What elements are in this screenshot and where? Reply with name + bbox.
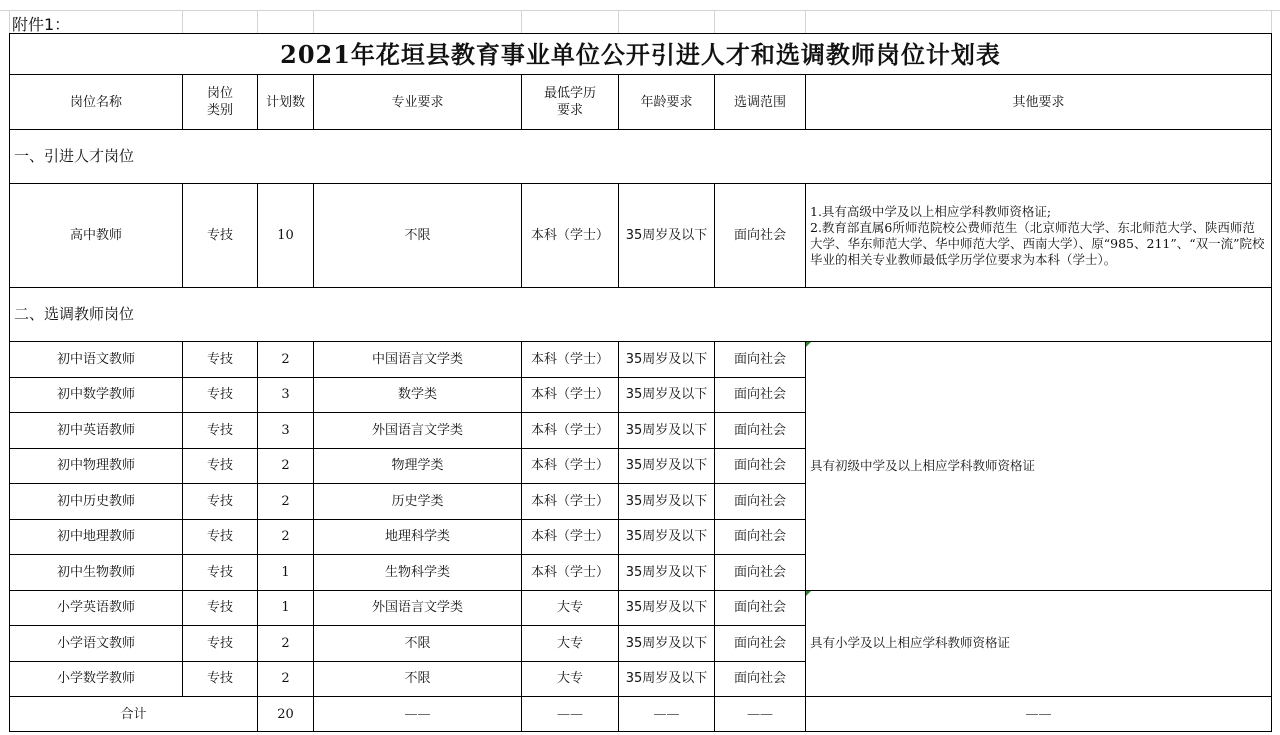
cell-post-type: 专技 (183, 184, 258, 288)
header-education: 最低学历 要求 (522, 75, 619, 130)
cell-scope: 面向社会 (715, 484, 806, 520)
cell-education: 本科（学士） (522, 342, 619, 378)
cell-post-type: 专技 (183, 448, 258, 484)
total-dash-major: —— (314, 697, 522, 732)
cell-plan-count: 2 (258, 626, 314, 662)
total-dash-education: —— (522, 697, 619, 732)
cell-age: 35周岁及以下 (619, 590, 715, 626)
middle-school-other-requirements: 具有初级中学及以上相应学科教师资格证 (806, 342, 1272, 591)
cell-scope: 面向社会 (715, 184, 806, 288)
cell-post-name: 小学英语教师 (10, 590, 183, 626)
cell-post-name: 初中地理教师 (10, 519, 183, 555)
cell-post-type: 专技 (183, 342, 258, 378)
header-other: 其他要求 (806, 75, 1272, 130)
cell-plan-count: 2 (258, 342, 314, 378)
cell-scope: 面向社会 (715, 555, 806, 591)
cell-age: 35周岁及以下 (619, 626, 715, 662)
header-plan-count: 计划数 (258, 75, 314, 130)
header-post-type: 岗位 类别 (183, 75, 258, 130)
cell-plan-count: 2 (258, 661, 314, 697)
cell-plan-count: 1 (258, 590, 314, 626)
attachment-label: 附件1： (12, 15, 71, 34)
primary-school-other-requirements: 具有小学及以上相应学科教师资格证 (806, 590, 1272, 697)
cell-post-type: 专技 (183, 555, 258, 591)
cell-plan-count: 1 (258, 555, 314, 591)
section-row-2 (10, 288, 1272, 342)
cell-major: 不限 (314, 626, 522, 662)
cell-age: 35周岁及以下 (619, 184, 715, 288)
total-dash-scope: —— (715, 697, 806, 732)
cell-major: 物理学类 (314, 448, 522, 484)
cell-education: 大专 (522, 626, 619, 662)
cell-education: 本科（学士） (522, 555, 619, 591)
total-label: 合计 (10, 697, 258, 732)
cell-post-name: 初中历史教师 (10, 484, 183, 520)
cell-plan-count: 2 (258, 484, 314, 520)
total-dash-other: —— (806, 697, 1272, 732)
header-row (10, 75, 1272, 130)
cell-plan-count: 10 (258, 184, 314, 288)
section-title-transfer: 二、选调教师岗位 (10, 288, 1272, 342)
cell-scope: 面向社会 (715, 377, 806, 413)
cell-plan-count: 3 (258, 377, 314, 413)
cell-post-type: 专技 (183, 519, 258, 555)
cell-education: 本科（学士） (522, 484, 619, 520)
section-row-1 (10, 130, 1272, 184)
cell-education: 本科（学士） (522, 413, 619, 449)
cell-post-name: 初中数学教师 (10, 377, 183, 413)
cell-scope: 面向社会 (715, 661, 806, 697)
cell-education: 本科（学士） (522, 377, 619, 413)
cell-age: 35周岁及以下 (619, 448, 715, 484)
cell-post-name: 初中语文教师 (10, 342, 183, 378)
header-post-name: 岗位名称 (10, 75, 183, 130)
cell-age: 35周岁及以下 (619, 377, 715, 413)
other-req-line-1: 1.具有高级中学及以上相应学科教师资格证; (810, 203, 1052, 219)
cell-plan-count: 3 (258, 413, 314, 449)
cell-education: 本科（学士） (522, 448, 619, 484)
cell-major: 外国语言文学类 (314, 413, 522, 449)
cell-age: 35周岁及以下 (619, 342, 715, 378)
cell-post-name: 初中生物教师 (10, 555, 183, 591)
cell-post-type: 专技 (183, 626, 258, 662)
cell-scope: 面向社会 (715, 590, 806, 626)
total-row (10, 697, 1272, 732)
cell-plan-count: 2 (258, 519, 314, 555)
cell-age: 35周岁及以下 (619, 661, 715, 697)
cell-post-type: 专技 (183, 413, 258, 449)
cell-post-name: 小学数学教师 (10, 661, 183, 697)
table-row (10, 590, 1272, 626)
cell-major: 外国语言文学类 (314, 590, 522, 626)
cell-age: 35周岁及以下 (619, 413, 715, 449)
other-req-line-2: 2.教育部直属6所师范院校公费师范生（北京师范大学、东北师范大学、陕西师范大学、华东师范大学、华中师范大学、西南大学）、原“985、211”、“双一流”院校毕业的相关专业教师最低学历学位要求为本科（学士）。 (810, 219, 1265, 267)
cell-scope: 面向社会 (715, 413, 806, 449)
cell-scope: 面向社会 (715, 519, 806, 555)
cell-post-type: 专技 (183, 661, 258, 697)
cell-major: 中国语言文学类 (314, 342, 522, 378)
cell-plan-count: 2 (258, 448, 314, 484)
cell-post-name: 高中教师 (10, 184, 183, 288)
table-row (10, 342, 1272, 378)
header-age: 年龄要求 (619, 75, 715, 130)
top-gridlines (0, 0, 1280, 34)
table-title: 2021年花垣县教育事业单位公开引进人才和选调教师岗位计划表 (10, 34, 1272, 75)
header-major: 专业要求 (314, 75, 522, 130)
cell-major: 生物科学类 (314, 555, 522, 591)
cell-scope: 面向社会 (715, 448, 806, 484)
total-dash-age: —— (619, 697, 715, 732)
cell-post-type: 专技 (183, 377, 258, 413)
cell-post-type: 专技 (183, 484, 258, 520)
cell-major: 不限 (314, 661, 522, 697)
cell-education: 大专 (522, 661, 619, 697)
cell-education: 大专 (522, 590, 619, 626)
cell-major: 不限 (314, 184, 522, 288)
total-count: 20 (258, 697, 314, 732)
cell-age: 35周岁及以下 (619, 484, 715, 520)
cell-education: 本科（学士） (522, 184, 619, 288)
plan-table (9, 33, 1272, 732)
cell-post-name: 初中英语教师 (10, 413, 183, 449)
cell-age: 35周岁及以下 (619, 555, 715, 591)
cell-age: 35周岁及以下 (619, 519, 715, 555)
table-row (10, 184, 1272, 288)
section-title-recruit: 一、引进人才岗位 (10, 130, 1272, 184)
cell-other-requirements (806, 184, 1272, 288)
cell-scope: 面向社会 (715, 626, 806, 662)
cell-major: 数学类 (314, 377, 522, 413)
header-scope: 选调范围 (715, 75, 806, 130)
cell-post-name: 小学语文教师 (10, 626, 183, 662)
cell-major: 历史学类 (314, 484, 522, 520)
cell-major: 地理科学类 (314, 519, 522, 555)
cell-post-name: 初中物理教师 (10, 448, 183, 484)
cell-post-type: 专技 (183, 590, 258, 626)
cell-scope: 面向社会 (715, 342, 806, 378)
cell-education: 本科（学士） (522, 519, 619, 555)
